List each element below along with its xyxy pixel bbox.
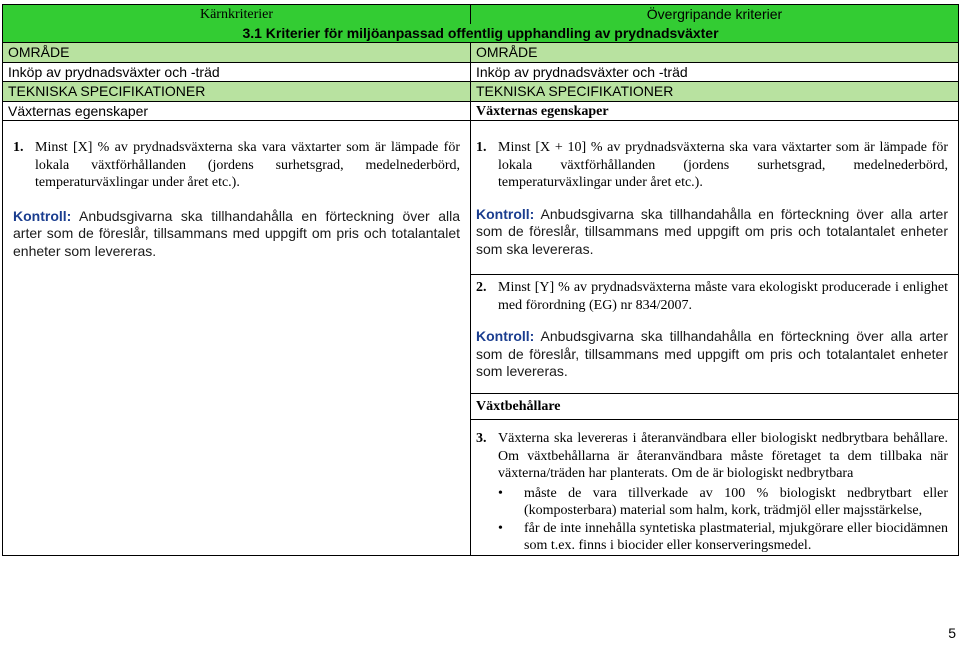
right-item-2-text: Minst [Y] % av prydnadsväxterna måste vara ekologiskt producerade i enlighet med förordning (EG) nr 834/2007. — [498, 280, 948, 313]
right-item-2 — [476, 279, 948, 314]
right-control-2-label: Kontroll: — [476, 328, 535, 344]
right-area-value: Inköp av prydnadsväxter och -träd — [471, 62, 959, 82]
section-title-text: 3.1 Kriterier för miljöanpassad offentlig upphandling av prydnadsväxter — [242, 24, 719, 41]
left-area-label: OMRÅDE — [3, 43, 471, 63]
right-item-3-text: Växterna ska levereras i återanvändbara eller biologiskt nedbrytbara behållare. Om växtbehållarna är återanvändbara måste företaget ta dem tillbaka när växterna/träden har planterats. Om de är biologiskt nedbrytbara — [498, 431, 948, 481]
right-item-2-number: 2. — [476, 280, 487, 295]
left-tech-spec-label: TEKNISKA SPECIFIKATIONER — [3, 82, 471, 102]
right-item-1-number: 1. — [476, 140, 487, 155]
left-content-cell — [3, 121, 471, 556]
core-criteria-header — [3, 5, 471, 24]
overall-criteria-header — [471, 5, 959, 24]
page-number: 5 — [948, 624, 956, 641]
left-item-1-text: Minst [X] % av prydnadsväxterna ska vara växtarter som är lämpade för lokala växtförhållanden (jordens surhetsgrad, medelnederbörd, temperaturväxlingar under året etc.). — [35, 140, 460, 190]
right-control-2-text: Anbudsgivarna ska tillhandahålla en förteckning över alla arter som de föreslår, tillsammans med uppgift om pris och totalantalet enheter som levereras. — [476, 328, 948, 379]
left-area-value: Inköp av prydnadsväxter och -träd — [3, 62, 471, 82]
criteria-table — [2, 4, 959, 556]
right-control-2 — [476, 328, 948, 381]
core-criteria-label: Kärnkriterier — [199, 7, 274, 22]
right-container-label: Växtbehållare — [476, 398, 561, 414]
left-plant-properties-label: Växternas egenskaper — [3, 101, 471, 121]
right-area-label: OMRÅDE — [471, 43, 959, 63]
right-item-3-bullets — [476, 485, 948, 555]
section-title — [3, 24, 959, 43]
left-control — [13, 208, 460, 261]
right-item-1 — [476, 139, 948, 192]
right-tech-spec-label: TEKNISKA SPECIFIKATIONER — [471, 82, 959, 102]
left-item-1-number: 1. — [13, 140, 24, 155]
left-control-text: Anbudsgivarna ska tillhandahålla en förteckning över alla arter som de föreslår, tillsammans med uppgift om pris och totalantalet enheter som levereras. — [13, 207, 460, 259]
right-content-cell — [471, 121, 959, 556]
bullet-item: • måste de vara tillverkade av 100 % biologiskt nedbrytbart eller (komposterbara) material som halm, kork, trädmjöl eller majsstärkelse, — [524, 485, 948, 520]
right-item-3-number: 3. — [476, 431, 487, 446]
right-control-1 — [476, 206, 948, 259]
right-item-1-text: Minst [X + 10] % av prydnadsväxterna ska vara växtarter som är lämpade för lokala växtförhållanden (jordens surhetsgrad, medelnederbörd, temperaturväxlingar under året etc.). — [498, 140, 948, 190]
left-control-label: Kontroll: — [13, 207, 72, 224]
right-control-1-text: Anbudsgivarna ska tillhandahålla en förteckning över alla arter som de föreslår, tillsammans med uppgift om pris och totalantalet enheter som ska levereras. — [476, 205, 948, 257]
bullet-item: • får de inte innehålla syntetiska plastmaterial, mjukgörare eller biocidämnen som t.ex. finns i biocider eller konserveringsmedel. — [524, 520, 948, 555]
left-item-1 — [13, 139, 460, 192]
overall-criteria-label: Övergripande kriterier — [646, 6, 783, 22]
right-control-1-label: Kontroll: — [476, 205, 535, 222]
right-item-3 — [476, 430, 948, 483]
right-plant-properties-label: Växternas egenskaper — [471, 101, 959, 121]
